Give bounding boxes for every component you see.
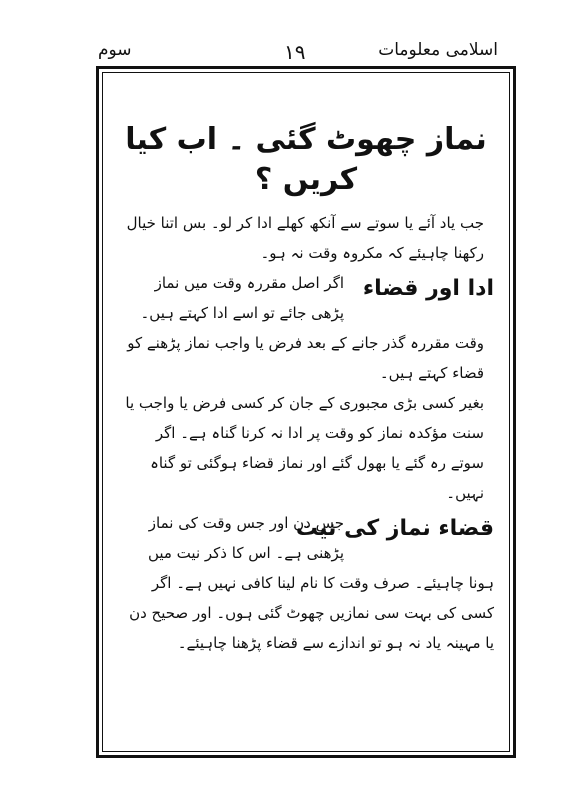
ada-qaza-section xyxy=(118,268,494,328)
ada-qaza-heading: ادا اور قضاء xyxy=(362,276,494,301)
page-number: ۱۹ xyxy=(284,40,306,64)
page-content xyxy=(118,120,494,740)
main-heading: نماز چھوٹ گئی ۔ اب کیا کریں ؟ xyxy=(125,122,487,197)
niyyat-section xyxy=(118,508,494,568)
page-header xyxy=(98,40,498,64)
niyyat-heading: قضاء نماز کی نیت xyxy=(295,516,494,541)
paragraph-2: وقت مقررہ گذر جانے کے بعد فرض یا واجب نماز پڑھنے کو قضاء کہتے ہیں۔ xyxy=(127,334,484,382)
book-title: اسلامی معلومات xyxy=(378,40,498,60)
paragraph-4: ہونا چاہیئے۔ صرف وقت کا نام لینا کافی نہیں ہے۔ اگر کسی کی بہت سی نمازیں چھوٹ گئی ہوں۔ اور صحیح دن یا مہینہ یاد نہ ہو تو اندازے سے قضاء پڑھنا چاہیئے۔ xyxy=(129,574,494,652)
ada-qaza-text: اگر اصل مقررہ وقت میں نماز پڑھی جائے تو اسے ادا کہتے ہیں۔ xyxy=(140,274,344,322)
niyyat-text: جس دن اور جس وقت کی نماز پڑھنی ہے۔ اس کا ذکر نیت میں xyxy=(147,514,344,562)
volume-label: سوم xyxy=(98,40,132,60)
paragraph-1: جب یاد آئے یا سوتے سے آنکھ کھلے ادا کر لو۔ بس اتنا خیال رکھنا چاہیئے کہ مکروہ وقت نہ ہو۔ xyxy=(126,214,484,262)
paragraph-3: بغیر کسی بڑی مجبوری کے جان کر کسی فرض یا واجب یا سنت مؤکدہ نماز کو وقت پر ادا نہ کرنا گناہ ہے۔ اگر سوتے رہ گئے یا بھول گئے اور نماز قضاء ہوگئی تو گناہ نہیں۔ xyxy=(125,394,484,502)
